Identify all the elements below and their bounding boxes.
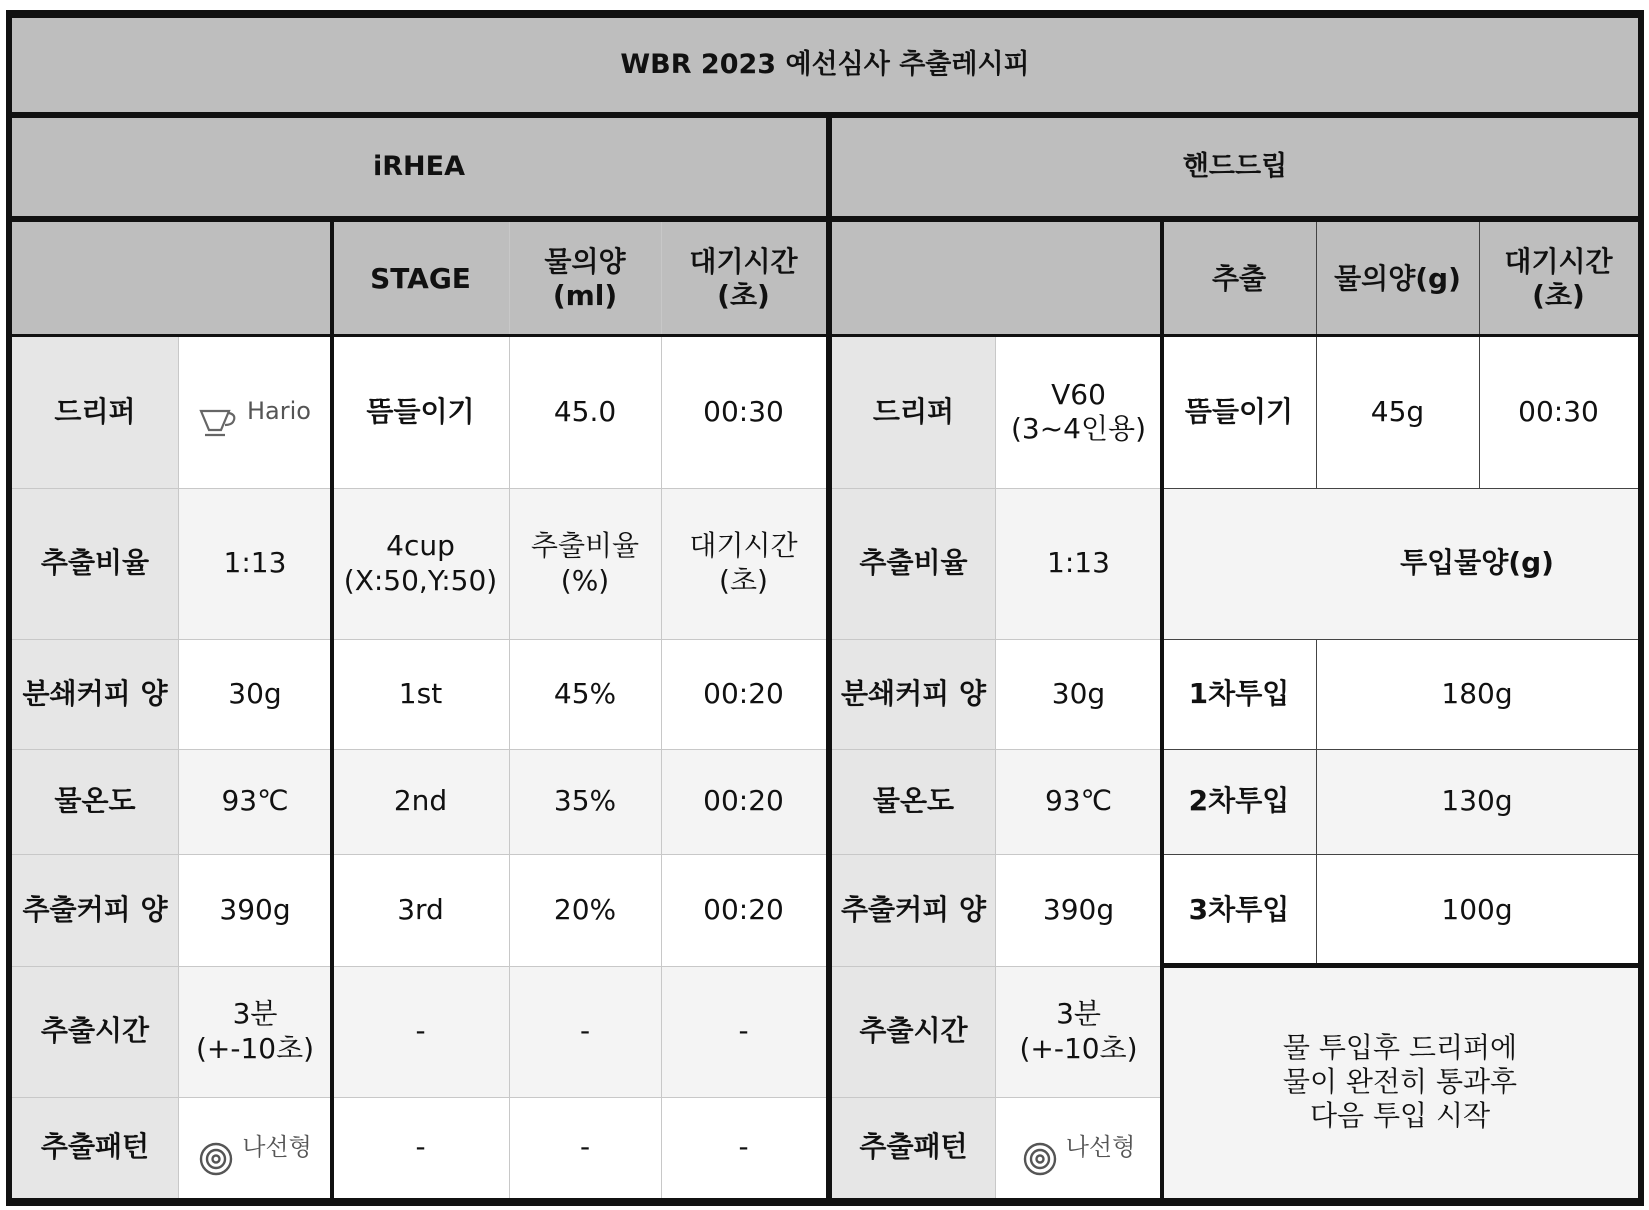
grid-line bbox=[1162, 639, 1638, 640]
label-temp: 물온도 bbox=[832, 749, 995, 854]
label-dripper: 드리퍼 bbox=[832, 336, 995, 488]
pour-header-blank bbox=[1162, 488, 1316, 639]
spiral-logo-text: 나선형 bbox=[1065, 1132, 1136, 1161]
stage-wait: 00:20 bbox=[661, 854, 826, 966]
grid-line bbox=[509, 222, 510, 1198]
spiral-logo bbox=[198, 1111, 312, 1184]
label-time: 추출시간 bbox=[832, 966, 995, 1097]
stage-pct: 20% bbox=[509, 854, 661, 966]
bloom-wait-irhea: 00:30 bbox=[661, 336, 826, 488]
value-yield: 390g bbox=[178, 854, 332, 966]
pour-label: 3차투입 bbox=[1162, 854, 1316, 966]
pattern-logo-cell bbox=[995, 1097, 1162, 1198]
grid-line bbox=[12, 488, 826, 489]
grid-line bbox=[832, 1097, 1162, 1098]
border bbox=[1160, 216, 1164, 1206]
section-title-irhea: iRHEA bbox=[12, 118, 826, 216]
border bbox=[330, 216, 334, 1206]
spiral-icon bbox=[198, 1111, 234, 1184]
grid-line bbox=[12, 1097, 826, 1098]
hario-dripper-icon bbox=[199, 379, 239, 446]
value-grind: 30g bbox=[178, 639, 332, 749]
value-grind: 30g bbox=[995, 639, 1162, 749]
value-ratio: 1:13 bbox=[995, 488, 1162, 639]
grid-line bbox=[12, 854, 826, 855]
stage-name: - bbox=[332, 966, 509, 1097]
pour-amount: 180g bbox=[1316, 639, 1638, 749]
grid-line bbox=[1162, 749, 1638, 750]
label-time: 추출시간 bbox=[12, 966, 178, 1097]
grid-line bbox=[12, 639, 826, 640]
label-yield: 추출커피 양 bbox=[832, 854, 995, 966]
subheader-ratio: 추출비율 (%) bbox=[509, 488, 661, 639]
bloom-label-irhea: 뜸들이기 bbox=[332, 336, 509, 488]
header-extract: 추출 bbox=[1162, 222, 1316, 336]
stage-name: 2nd bbox=[332, 749, 509, 854]
pour-header: 투입물양(g) bbox=[1316, 488, 1638, 639]
border bbox=[6, 112, 1644, 118]
pattern-logo-cell bbox=[178, 1097, 332, 1198]
table-title: WBR 2023 예선심사 추출레시피 bbox=[12, 18, 1638, 112]
stage-pct: 35% bbox=[509, 749, 661, 854]
stage-pct: 45% bbox=[509, 639, 661, 749]
stage-name: 1st bbox=[332, 639, 509, 749]
value-time: 3분 (+-10초) bbox=[178, 966, 332, 1097]
stage-wait: 00:20 bbox=[661, 639, 826, 749]
pour-note: 물 투입후 드리퍼에 물이 완전히 통과후 다음 투입 시작 bbox=[1162, 966, 1638, 1198]
subheader-wait: 대기시간 (초) bbox=[661, 488, 826, 639]
label-ratio: 추출비율 bbox=[832, 488, 995, 639]
grid-line bbox=[832, 639, 1162, 640]
label-grind: 분쇄커피 양 bbox=[832, 639, 995, 749]
grid-line bbox=[12, 749, 826, 750]
spiral-logo bbox=[1022, 1111, 1136, 1184]
hario-logo-text: Hario bbox=[247, 397, 311, 426]
pour-label: 2차투입 bbox=[1162, 749, 1316, 854]
hario-logo bbox=[199, 379, 311, 446]
label-temp: 물온도 bbox=[12, 749, 178, 854]
value-yield: 390g bbox=[995, 854, 1162, 966]
border bbox=[1638, 10, 1644, 1206]
border bbox=[826, 112, 832, 1206]
label-ratio: 추출비율 bbox=[12, 488, 178, 639]
grid-line bbox=[832, 966, 1162, 967]
border bbox=[6, 216, 1644, 222]
header-blank-handdrip bbox=[832, 222, 1162, 336]
spiral-logo-text: 나선형 bbox=[242, 1132, 312, 1161]
pour-amount: 130g bbox=[1316, 749, 1638, 854]
stage-pct: - bbox=[509, 1097, 661, 1198]
grid-line bbox=[12, 966, 826, 967]
value-temp: 93℃ bbox=[995, 749, 1162, 854]
section-title-handdrip: 핸드드립 bbox=[832, 118, 1638, 216]
bloom-wait-handdrip: 00:30 bbox=[1479, 336, 1638, 488]
header-water-ml: 물의양(ml) bbox=[509, 222, 661, 336]
value-time: 3분 (+-10초) bbox=[995, 966, 1162, 1097]
stage-wait: 00:20 bbox=[661, 749, 826, 854]
grid-line bbox=[661, 222, 662, 1198]
header-blank-irhea bbox=[12, 222, 332, 336]
subheader-stage: 4cup (X:50,Y:50) bbox=[332, 488, 509, 639]
spiral-icon bbox=[1022, 1111, 1058, 1184]
header-water-g: 물의양(g) bbox=[1316, 222, 1479, 336]
label-grind: 분쇄커피 양 bbox=[12, 639, 178, 749]
header-wait-handdrip: 대기시간 (초) bbox=[1479, 222, 1638, 336]
grid-line bbox=[1479, 222, 1480, 488]
stage-name: - bbox=[332, 1097, 509, 1198]
label-yield: 추출커피 양 bbox=[12, 854, 178, 966]
grid-line bbox=[1162, 854, 1638, 855]
label-dripper: 드리퍼 bbox=[12, 336, 178, 488]
border bbox=[6, 334, 1644, 337]
stage-name: 3rd bbox=[332, 854, 509, 966]
grid-line bbox=[832, 749, 1162, 750]
stage-pct: - bbox=[509, 966, 661, 1097]
stage-wait: - bbox=[661, 966, 826, 1097]
grid-line bbox=[832, 854, 1162, 855]
stage-wait: - bbox=[661, 1097, 826, 1198]
border bbox=[6, 1198, 1644, 1206]
label-pattern: 추출패턴 bbox=[12, 1097, 178, 1198]
border bbox=[6, 10, 1644, 18]
header-wait-irhea: 대기시간 (초) bbox=[661, 222, 826, 336]
grid-line bbox=[995, 336, 996, 1198]
grid-line bbox=[1162, 488, 1638, 489]
bloom-label-handdrip: 뜸들이기 bbox=[1162, 336, 1316, 488]
label-pattern: 추출패턴 bbox=[832, 1097, 995, 1198]
dripper-logo-cell bbox=[178, 336, 332, 488]
border bbox=[6, 10, 12, 1206]
value-ratio: 1:13 bbox=[178, 488, 332, 639]
value-dripper: V60 (3~4인용) bbox=[995, 336, 1162, 488]
bloom-water-handdrip: 45g bbox=[1316, 336, 1479, 488]
border bbox=[1162, 963, 1642, 968]
grid-line bbox=[178, 336, 179, 1198]
grid-line bbox=[1316, 222, 1317, 488]
grid-line bbox=[832, 488, 1162, 489]
grid-line bbox=[1316, 639, 1317, 966]
bloom-water-irhea: 45.0 bbox=[509, 336, 661, 488]
value-temp: 93℃ bbox=[178, 749, 332, 854]
pour-label: 1차투입 bbox=[1162, 639, 1316, 749]
pour-amount: 100g bbox=[1316, 854, 1638, 966]
header-stage: STAGE bbox=[332, 222, 509, 336]
